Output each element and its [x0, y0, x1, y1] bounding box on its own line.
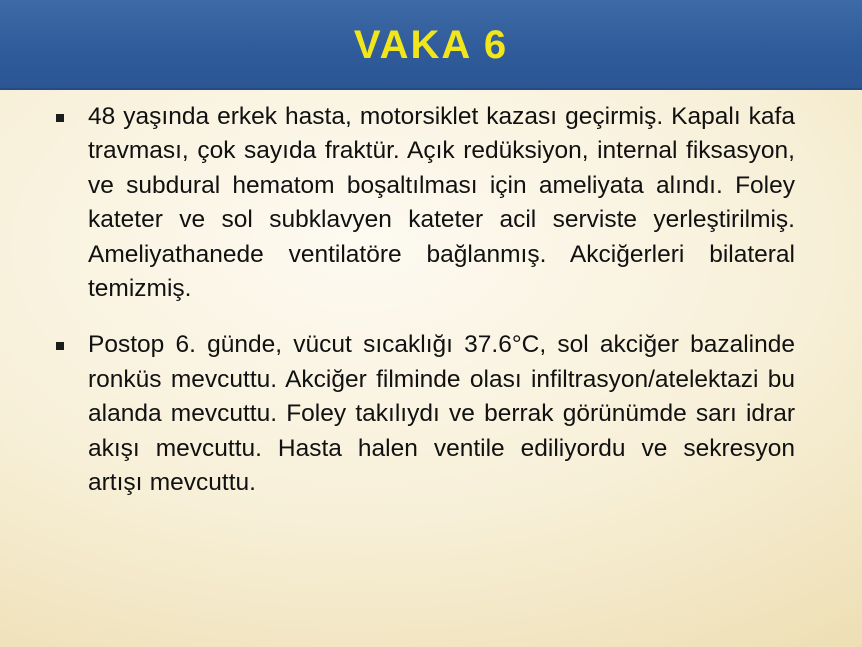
- title-bar: [0, 0, 862, 90]
- bullet-item: [50, 328, 795, 500]
- slide-title: VAKA 6: [353, 23, 509, 67]
- bullet-text: Postop 6. günde, vücut sıcaklığı 37.6°C, sol akciğer bazalinde ronküs mevcuttu. Akciğer filminde olası infiltrasyon/atelektazi bu alanda mevcuttu. Foley takılıydı ve berrak görünümde sarı idrar akışı mevcuttu. Hasta halen ventile ediliyordu ve sekresyon artışı mevcuttu.: [88, 331, 795, 497]
- bullet-text: 48 yaşında erkek hasta, motorsiklet kazası geçirmiş. Kapalı kafa travması, çok sayıda fraktür. Açık redüksiyon, internal fiksasyon, ve subdural hematom boşaltılması için ameliyata alındı. Foley kateter ve sol subklavyen kateter acil serviste yerleştirilmiş. Ameliyathanede ventilatöre bağlanmış. Akciğerleri bilateral temizmiş.: [88, 103, 795, 303]
- bullet-item: [50, 100, 795, 306]
- square-bullet-icon: [56, 114, 64, 122]
- square-bullet-icon: [56, 342, 64, 350]
- slide-content: [50, 100, 795, 522]
